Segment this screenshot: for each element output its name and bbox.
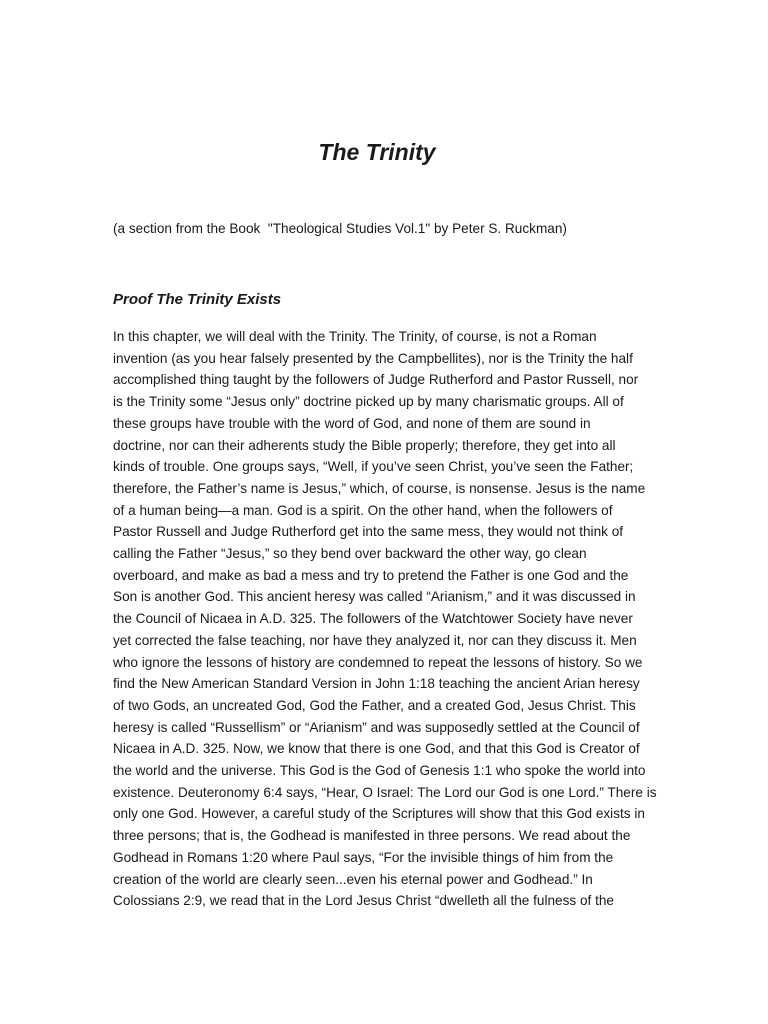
body-line: the Council of Nicaea in A.D. 325. The followers of the Watchtower Society have never <box>113 611 633 627</box>
body-line: Colossians 2:9, we read that in the Lord Jesus Christ “dwelleth all the fulness of the <box>113 893 614 909</box>
body-line: doctrine, nor can their adherents study the Bible properly; therefore, they get into all <box>113 437 616 453</box>
body-line: find the New American Standard Version in John 1:18 teaching the ancient Arian heresy <box>113 676 640 692</box>
body-line: these groups have trouble with the word of God, and none of them are sound in <box>113 415 591 431</box>
section-heading: Proof The Trinity Exists <box>113 291 282 308</box>
body-line: kinds of trouble. One groups says, “Well, if you’ve seen Christ, you’ve seen the Father; <box>113 459 634 475</box>
body-line: Pastor Russell and Judge Rutherford get into the same mess, they would not think of <box>113 524 624 540</box>
body-line: three persons; that is, the Godhead is manifested in three persons. We read about the <box>113 828 631 844</box>
body-paragraph <box>113 326 657 912</box>
body-line: existence. Deuteronomy 6:4 says, “Hear, O Israel: The Lord our God is one Lord.” There is <box>113 784 657 800</box>
body-line: therefore, the Father’s name is Jesus,” which, of course, is nonsense. Jesus is the name <box>113 480 646 496</box>
body-line: In this chapter, we will deal with the Trinity. The Trinity, of course, is not a Roman <box>113 329 597 344</box>
body-line: Godhead in Romans 1:20 where Paul says, “For the invisible things of him from the <box>113 849 614 865</box>
body-line: heresy is called “Russellism” or “Arianism” and was supposedly settled at the Council of <box>113 719 640 735</box>
body-line: only one God. However, a careful study of the Scriptures will show that this God exists in <box>113 806 645 822</box>
body-line: Nicaea in A.D. 325. Now, we know that there is one God, and that this God is Creator of <box>113 741 640 757</box>
body-line: overboard, and make as bad a mess and try to pretend the Father is one God and the <box>113 567 629 583</box>
body-line: creation of the world are clearly seen...even his eternal power and Godhead.” In <box>113 871 593 887</box>
body-line: calling the Father “Jesus,” so they bend over backward the other way, go clean <box>113 546 587 562</box>
body-line: yet corrected the false teaching, nor have they analyzed it, nor can they discuss it. Men <box>113 632 637 648</box>
body-line: invention (as you hear falsely presented by the Campbellites), nor is the Trinity the half <box>113 350 633 366</box>
body-line: of a human being—a man. God is a spirit. On the other hand, when the followers of <box>113 502 613 518</box>
source-citation: (a section from the Book "Theological Studies Vol.1" by Peter S. Ruckman) <box>113 221 567 236</box>
body-line: the world and the universe. This God is the God of Genesis 1:1 who spoke the world into <box>113 763 646 779</box>
body-line: who ignore the lessons of history are condemned to repeat the lessons of history. So we <box>113 654 643 670</box>
page-title: The Trinity <box>318 139 436 165</box>
body-line: accomplished thing taught by the followers of Judge Rutherford and Pastor Russell, nor <box>113 372 639 388</box>
body-line: of two Gods, an uncreated God, God the Father, and a created God, Jesus Christ. This <box>113 697 636 713</box>
body-line: Son is another God. This ancient heresy was called “Arianism,” and it was discussed in <box>113 589 636 605</box>
body-line: is the Trinity some “Jesus only” doctrine picked up by many charismatic groups. All of <box>113 394 624 410</box>
